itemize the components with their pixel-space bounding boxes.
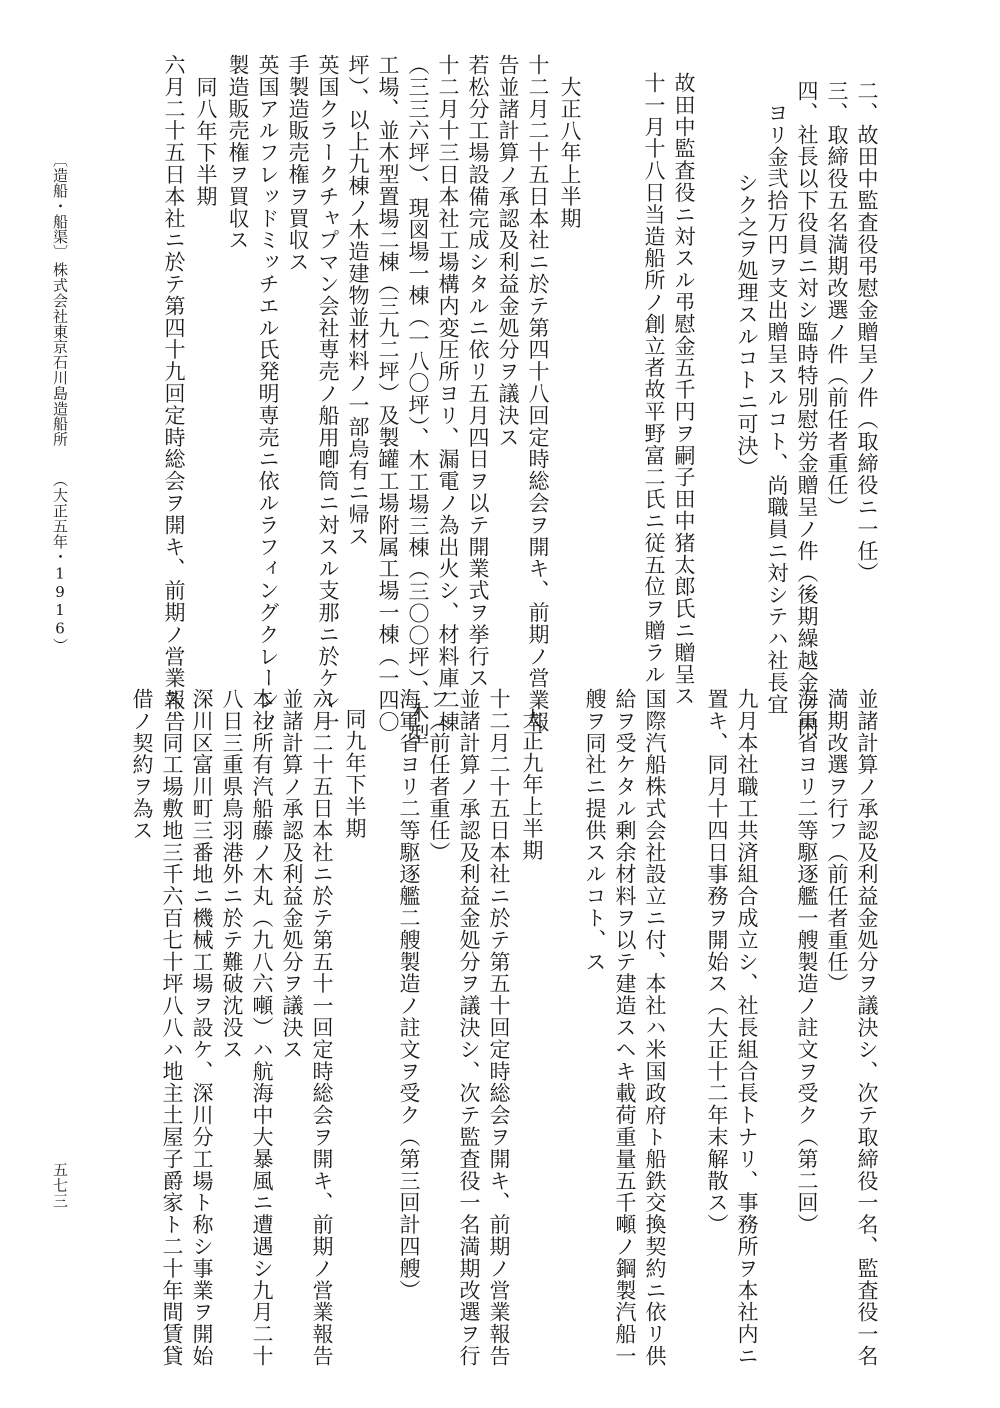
text-column: シク之ヲ処理スルコトニ可決） — [735, 172, 759, 479]
text-column: 給ヲ受ケタル剰余材料ヲ以テ建造スヘキ載荷重量五千噸ノ鋼製汽船一 — [613, 688, 637, 1367]
text-column: 英国アルフレッドミッチエル氏発明専売ニ依ルラフィングクレーンノ — [256, 54, 280, 733]
text-column: 若松分工場設備完成シタルニ依リ五月四日ヲ以テ開業式ヲ挙行ス — [466, 54, 490, 690]
text-column: 借ノ契約ヲ為ス — [130, 688, 154, 842]
text-column: 並諸計算ノ承認及利益金処分ヲ議決ス — [280, 688, 304, 1061]
text-column: 満期改選ヲ行フ（前任者重任） — [825, 688, 849, 995]
category-label: 〔造船・船渠〕 — [51, 152, 69, 260]
text-column: 二、故田中監査役弔慰金贈呈ノ件（取締役ニ一任） — [855, 80, 879, 584]
text-column: 手製造販売権ヲ買収ス — [286, 54, 310, 273]
text-column: 三、取締役五名満期改選ノ件（前任者重任） — [825, 80, 849, 518]
text-column: 十二月十三日本社工場構内変圧所ヨリ、漏電ノ為出火シ、材料庫二棟 — [436, 54, 460, 733]
text-column: 十二月二十五日本社ニ於テ第四十八回定時総会ヲ開キ、前期ノ営業報 — [526, 54, 550, 733]
text-column: 海軍省ヨリ二等駆逐艦一艘製造ノ註文ヲ受ク（第二回） — [795, 688, 819, 1236]
text-column: フ（前任者重任） — [427, 688, 451, 864]
text-column: （三三六坪）、現図場一棟（一八〇坪）、木工場三棟（三〇〇坪）、木型 — [406, 54, 430, 746]
text-column: 海軍省ヨリ二等駆逐艦二艘製造ノ註文ヲ受ク（第三回計四艘） — [397, 688, 421, 1302]
text-column: 製造販売権ヲ買収ス — [226, 54, 250, 252]
text-column: 置キ、同月十四日事務ヲ開始ス（大正十二年末解散ス） — [705, 688, 729, 1236]
text-column: 故田中監査役ニ対スル弔慰金五千円ヲ嗣子田中猪太郎氏ニ贈呈ス — [672, 72, 696, 708]
period-heading: 同九年下半期 — [343, 708, 367, 840]
period-heading: 大正八年上半期 — [558, 76, 582, 230]
text-column: 深川区富川町三番地ニ機械工場ヲ設ケ、深川分工場ト称シ事業ヲ開始 — [190, 688, 214, 1367]
text-column: 十二月二十五日本社ニ於テ第五十回定時総会ヲ開キ、前期ノ営業報告 — [487, 688, 511, 1367]
text-column: ス、同工場敷地三千六百七十坪八八ハ地主土屋子爵家ト二十年間賃貸 — [160, 688, 184, 1367]
text-column: 九月本社職工共済組合成立シ、社長組合長トナリ、事務所ヲ本社内ニ — [735, 688, 759, 1367]
text-column: ヨリ金弐拾万円ヲ支出贈呈スルコト、尚職員ニ対シテハ社長宜 — [765, 102, 789, 716]
text-column: 国際汽船株式会社設立ニ付、本社ハ米国政府ト船鉄交換契約ニ依リ供 — [643, 688, 667, 1367]
text-column: 六月二十五日本社ニ於テ第五十一回定時総会ヲ開キ、前期ノ営業報告 — [310, 688, 334, 1367]
text-column: 並諸計算ノ承認及利益金処分ヲ議決シ、次テ取締役一名、監査役一名 — [855, 688, 879, 1367]
text-column: 坪）、以上九棟ノ木造建物並材料ノ一部烏有ニ帰ス — [346, 54, 370, 548]
text-column: 四、社長以下役員ニ対シ臨時特別慰労金贈呈ノ件（後期繰越金ノ内 — [795, 80, 819, 737]
page-number: 五七三 — [51, 1162, 69, 1209]
company-name: 株式会社東京石川島造船所 — [51, 262, 69, 447]
text-column: 工場、並木型置場二棟（三九二坪）及製罐工場附属工場一棟（一四〇 — [376, 54, 400, 733]
era-year-label: （大正五年・1916） — [51, 472, 69, 654]
period-heading: 大正九年上半期 — [520, 708, 544, 862]
text-column: 並諸計算ノ承認及利益金処分ヲ議決シ、次テ監査役一名満期改選ヲ行 — [457, 688, 481, 1367]
text-column: 八日三重県鳥羽港外ニ於テ難破沈没ス — [220, 688, 244, 1061]
text-column: 十一月十八日当造船所ノ創立者故平野富二氏ニ従五位ヲ贈ラル — [642, 72, 666, 686]
period-heading: 同八年下半期 — [194, 76, 218, 208]
text-column: 艘ヲ同社ニ提供スルコト、ス — [583, 688, 607, 973]
text-column: 六月二十五日本社ニ於テ第四十九回定時総会ヲ開キ、前期ノ営業報告 — [162, 54, 186, 733]
text-column: 本社所有汽船藤ノ木丸（九八六噸）ハ航海中大暴風ニ遭遇シ九月二十 — [250, 688, 274, 1367]
text-column: 英国クラークチャプマン会社専売ノ船用喞筒ニ対スル支那ニ於ケル一 — [316, 54, 340, 733]
text-column: 告並諸計算ノ承認及利益金処分ヲ議決ス — [496, 54, 520, 449]
